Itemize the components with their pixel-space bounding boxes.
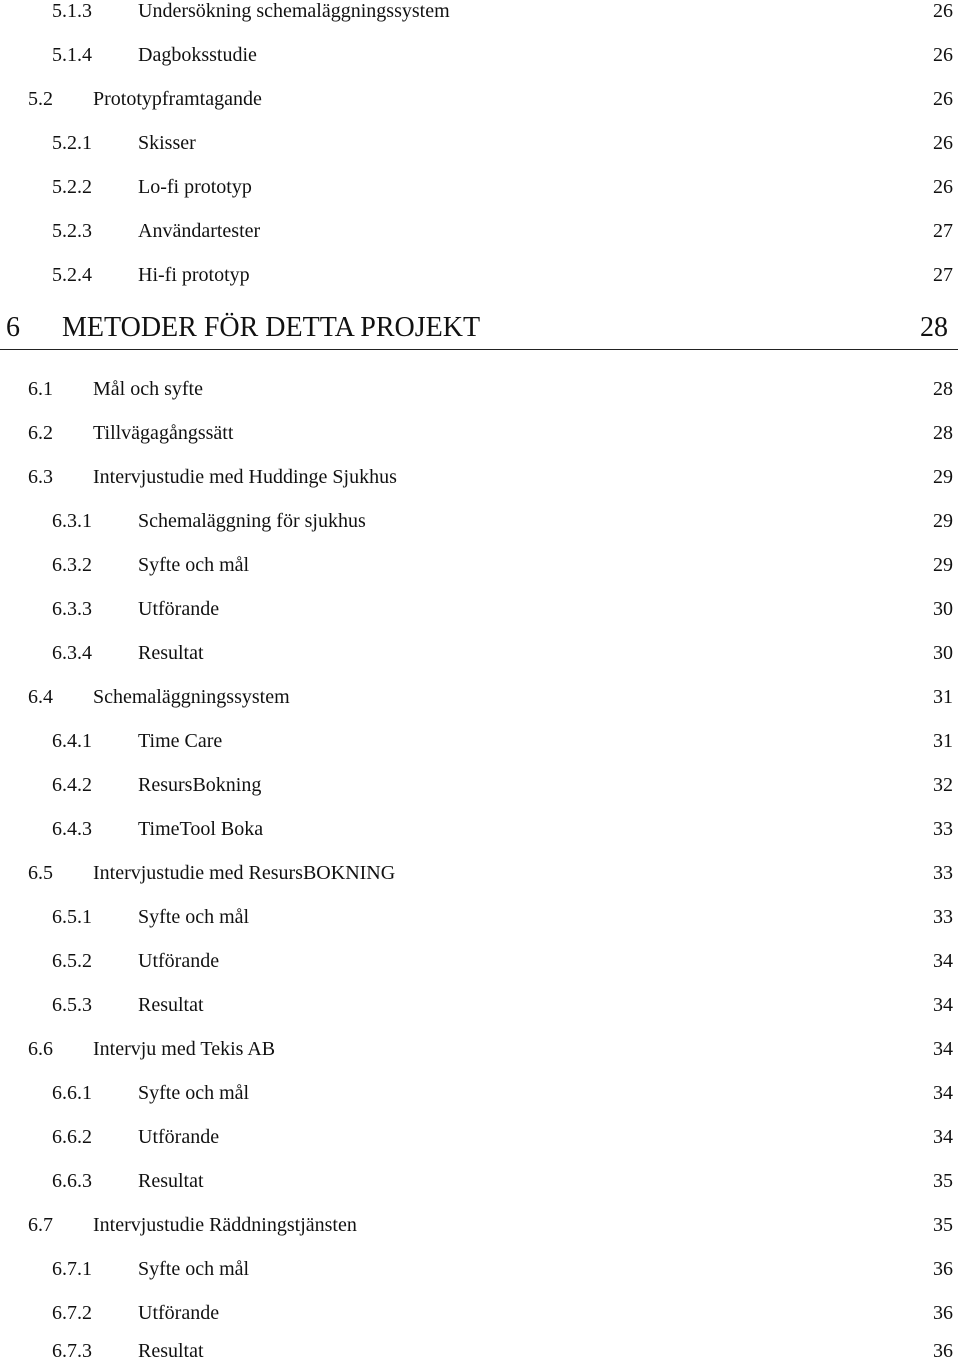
toc-entry-page: 33: [933, 818, 953, 840]
toc-entry-page: 28: [933, 422, 953, 444]
toc-entry[interactable]: [0, 638, 960, 668]
toc-entry-page: 26: [933, 0, 953, 22]
toc-entry-title: Intervjustudie med ResursBOKNING: [93, 862, 396, 884]
toc-entry-page: 31: [933, 730, 953, 752]
toc-entry-number: 6.2: [28, 422, 53, 444]
toc-entry-page: 32: [933, 774, 953, 796]
toc-entry-page: 26: [933, 88, 953, 110]
toc-entry[interactable]: [0, 374, 960, 404]
toc-entry-number: 6.6.1: [52, 1082, 92, 1104]
toc-entry-number: 5.2.4: [52, 264, 92, 286]
toc-entry[interactable]: [0, 1166, 960, 1196]
toc-entry-page: 36: [933, 1302, 953, 1324]
toc-entry-title: Undersökning schemaläggningssystem: [138, 0, 450, 22]
toc-entry-title: Utförande: [138, 950, 220, 972]
toc-entry-page: 30: [933, 598, 953, 620]
toc-entry[interactable]: [0, 990, 960, 1020]
toc-entry[interactable]: [0, 770, 960, 800]
toc-entry-number: 5.2.3: [52, 220, 92, 242]
toc-entry[interactable]: [0, 506, 960, 536]
toc-entry-number: 6.4.2: [52, 774, 92, 796]
toc-entry-page: 35: [933, 1170, 953, 1192]
toc-entry-title: Syfte och mål: [138, 1258, 250, 1280]
toc-entry-title: Intervjustudie med Huddinge Sjukhus: [93, 466, 397, 488]
toc-entry-title: Resultat: [138, 1340, 204, 1362]
toc-entry-title: Skisser: [138, 132, 196, 154]
toc-entry-page: 28: [933, 378, 953, 400]
toc-entry-page: 36: [933, 1340, 953, 1362]
toc-entry[interactable]: [0, 550, 960, 580]
toc-entry-page: 34: [933, 1082, 953, 1104]
toc-entry[interactable]: [0, 172, 960, 202]
toc-entry-title: Time Care: [138, 730, 223, 752]
toc-entry-title: Schemaläggning för sjukhus: [138, 510, 366, 532]
toc-entry-page: 29: [933, 466, 953, 488]
toc-entry[interactable]: [0, 418, 960, 448]
toc-entry[interactable]: [0, 902, 960, 932]
toc-entry-page: 26: [933, 44, 953, 66]
toc-entry[interactable]: [0, 84, 960, 114]
toc-entry-number: 6.7.2: [52, 1302, 92, 1324]
toc-entry-number: 6.4.3: [52, 818, 92, 840]
toc-entry-page: 34: [933, 994, 953, 1016]
toc-entry-title: TimeTool Boka: [138, 818, 264, 840]
toc-entry-title: Användartester: [138, 220, 261, 242]
toc-entry[interactable]: [0, 594, 960, 624]
toc-entry-title: Resultat: [138, 994, 204, 1016]
toc-chapter-entry[interactable]: [0, 306, 960, 350]
toc-entry[interactable]: [0, 946, 960, 976]
toc-entry-page: 26: [933, 176, 953, 198]
toc-entry[interactable]: [0, 682, 960, 712]
toc-entry-number: 6.6: [28, 1038, 53, 1060]
toc-entry-page: 31: [933, 686, 953, 708]
toc-entry-title: Tillvägagångssätt: [93, 422, 234, 444]
toc-entry-number: 6.4: [28, 686, 53, 708]
toc-entry[interactable]: [0, 1078, 960, 1108]
toc-entry-number: 6.7: [28, 1214, 53, 1236]
toc-entry-number: 6.4.1: [52, 730, 92, 752]
toc-entry[interactable]: [0, 858, 960, 888]
toc-entry-page: 34: [933, 1126, 953, 1148]
toc-entry[interactable]: [0, 462, 960, 492]
toc-entry-number: 6.1: [28, 378, 53, 400]
toc-entry-number: 6.3.4: [52, 642, 92, 664]
toc-entry-title: Utförande: [138, 598, 220, 620]
toc-entry-title: Dagboksstudie: [138, 44, 257, 66]
toc-entry-number: 6.5: [28, 862, 53, 884]
toc-entry-title: Resultat: [138, 642, 204, 664]
chapter-divider: [0, 349, 958, 350]
toc-entry[interactable]: [0, 726, 960, 756]
toc-entry-page: 26: [933, 132, 953, 154]
toc-entry-number: 6.7.1: [52, 1258, 92, 1280]
toc-entry[interactable]: [0, 260, 960, 290]
toc-entry-title: ResursBokning: [138, 774, 262, 796]
toc-entry-number: 6.6.3: [52, 1170, 92, 1192]
toc-entry-title: Syfte och mål: [138, 906, 250, 928]
toc-entry-title: Prototypframtagande: [93, 88, 262, 110]
toc-entry-title: Intervjustudie Räddningstjänsten: [93, 1214, 357, 1236]
toc-entry[interactable]: [0, 128, 960, 158]
toc-entry-page: 35: [933, 1214, 953, 1236]
toc-entry-number: 6.5.1: [52, 906, 92, 928]
toc-entry[interactable]: [0, 40, 960, 70]
toc-entry-page: 27: [933, 220, 953, 242]
toc-entry-number: 5.2: [28, 88, 53, 110]
toc-entry-number: 6.3.1: [52, 510, 92, 532]
toc-entry[interactable]: [0, 1210, 960, 1240]
toc-entry-title: Lo-fi prototyp: [138, 176, 252, 198]
toc-entry[interactable]: [0, 1122, 960, 1152]
toc-entry-title: Syfte och mål: [138, 1082, 250, 1104]
toc-entry[interactable]: [0, 1034, 960, 1064]
toc-entry-number: 6.3: [28, 466, 53, 488]
toc-entry[interactable]: [0, 1298, 960, 1328]
toc-entry-title: Hi-fi prototyp: [138, 264, 250, 286]
toc-entry-page: 30: [933, 642, 953, 664]
chapter-number: 6: [6, 312, 20, 343]
toc-entry-page: 34: [933, 950, 953, 972]
toc-entry-number: 6.6.2: [52, 1126, 92, 1148]
toc-entry-page: 27: [933, 264, 953, 286]
toc-entry-title: Mål och syfte: [93, 378, 203, 400]
toc-entry[interactable]: [0, 1254, 960, 1284]
toc-entry-page: 36: [933, 1258, 953, 1280]
toc-entry[interactable]: [0, 216, 960, 246]
toc-entry-number: 6.7.3: [52, 1340, 92, 1362]
toc-entry-page: 34: [933, 1038, 953, 1060]
toc-entry-number: 6.5.2: [52, 950, 92, 972]
toc-entry-title: Utförande: [138, 1126, 220, 1148]
toc-entry-number: 5.1.4: [52, 44, 92, 66]
toc-entry-page: 33: [933, 906, 953, 928]
toc-entry-title: Resultat: [138, 1170, 204, 1192]
toc-entry-title: Utförande: [138, 1302, 220, 1324]
toc-entry-title: Syfte och mål: [138, 554, 250, 576]
toc-entry-title: Schemaläggningssystem: [93, 686, 290, 708]
toc-entry-title: Intervju med Tekis AB: [93, 1038, 276, 1060]
toc-entry[interactable]: [0, 0, 960, 26]
toc-entry-number: 6.3.2: [52, 554, 92, 576]
toc-entry[interactable]: [0, 1336, 960, 1366]
toc-entry-number: 6.3.3: [52, 598, 92, 620]
toc-entry[interactable]: [0, 814, 960, 844]
toc-entry-page: 33: [933, 862, 953, 884]
toc-entry-number: 6.5.3: [52, 994, 92, 1016]
toc-entry-page: 29: [933, 554, 953, 576]
toc-entry-number: 5.2.1: [52, 132, 92, 154]
chapter-title: METODER FÖR DETTA PROJEKT: [62, 312, 481, 343]
toc-entry-number: 5.1.3: [52, 0, 92, 22]
toc-entry-number: 5.2.2: [52, 176, 92, 198]
chapter-page: 28: [920, 312, 948, 343]
toc-entry-page: 29: [933, 510, 953, 532]
